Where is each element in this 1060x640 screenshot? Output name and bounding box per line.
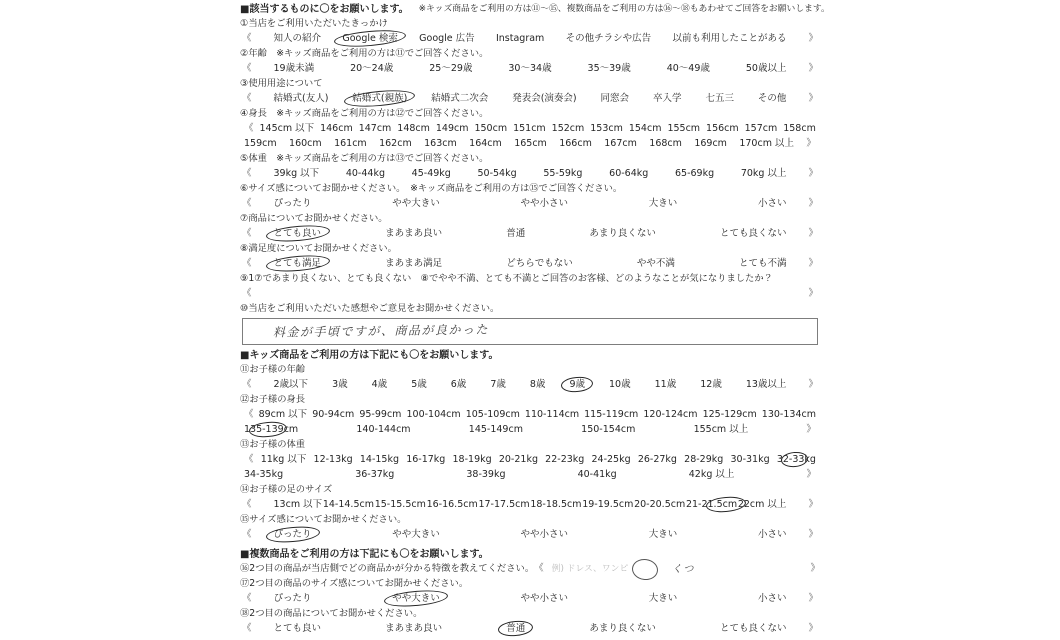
bracket-open: 《 (242, 593, 252, 605)
option: 大きい (648, 198, 678, 210)
option: まあまあ満足 (385, 258, 443, 270)
option: ぴったり (274, 530, 312, 540)
option-row (240, 122, 820, 152)
option-group (252, 594, 809, 604)
option-row (240, 498, 820, 513)
option: 32-33kg (777, 455, 816, 465)
option: 結婚式二次会 (431, 93, 489, 105)
option: Google 広告 (419, 33, 475, 45)
option-row (240, 197, 820, 212)
bracket-close: 》 (806, 424, 816, 436)
bracket-open: 《 (244, 123, 254, 135)
option: 50歳以上 (745, 63, 787, 75)
question-label: ⑥サイズ感についてお聞かせください。 ※キッズ商品をご利用の方は⑮でご回答ください。 (240, 183, 623, 195)
option: 149cm (435, 123, 469, 135)
option: 30～34歳 (508, 63, 552, 75)
question-label: ⑧満足度についてお聞かせください。 (240, 243, 397, 255)
question-label: ⑬お子様の体重 (240, 439, 306, 451)
option: 13歳以上 (745, 379, 787, 391)
question-label: ⑦商品についてお聞かせください。 (240, 213, 388, 225)
option: 89cm 以下 (258, 409, 308, 421)
option: 161cm (334, 138, 367, 150)
bracket-close: 》 (808, 93, 818, 105)
option-group (252, 169, 809, 179)
option: 115-119cm (584, 409, 639, 421)
option: 40～49歳 (666, 63, 710, 75)
question-label: ⑫お子様の身長 (240, 394, 306, 406)
option: 7歳 (490, 379, 506, 391)
option: 普通 (506, 624, 525, 634)
option: 発表会(演奏会) (512, 93, 577, 105)
question-label: ⑭お子様の足のサイズ (240, 484, 333, 496)
option: 2歳以下 (273, 379, 309, 391)
bracket-close: 》 (808, 33, 818, 45)
bracket-close: 》 (808, 228, 818, 240)
option: 70kg 以上 (740, 168, 787, 180)
bracket-open: 《 (244, 409, 254, 421)
option-group (252, 94, 809, 104)
option: やや大きい (392, 594, 440, 604)
option: 8歳 (529, 379, 546, 391)
option: 12歳 (700, 379, 722, 391)
answer-blank-line (240, 287, 820, 302)
option: 152cm (551, 123, 585, 135)
option: 168cm (649, 138, 682, 150)
option: その他チラシや広告 (565, 33, 652, 45)
option: あまり良くない (589, 623, 656, 635)
handdrawn-circle-mark (561, 376, 594, 394)
option: 35～39歳 (587, 63, 631, 75)
option: 170cm 以上 (739, 138, 794, 150)
section-heading: ■キッズ商品をご利用の方は下記にも〇をお願いします。 (240, 350, 499, 361)
option: 159cm (244, 138, 277, 150)
option: 15-15.5cm (374, 499, 426, 511)
option: 154cm (628, 123, 662, 135)
option: 13cm 以下 (273, 499, 323, 511)
option: 19歳未満 (273, 63, 315, 75)
option: 18-18.5cm (530, 499, 582, 511)
option: 5歳 (411, 379, 427, 391)
bracket-open: 《 (242, 499, 252, 511)
option: 12-13kg (313, 454, 353, 466)
bracket-open: 《 (242, 33, 252, 45)
option: 9歳 (569, 380, 585, 390)
bracket-close: 》 (808, 529, 818, 541)
option: とても満足 (274, 259, 322, 269)
option: やや小さい (520, 198, 568, 210)
bracket-open: 《 (242, 258, 252, 270)
option: 100-104cm (406, 409, 461, 421)
bracket-close: 》 (808, 379, 818, 391)
option: 小さい (757, 198, 787, 210)
option: 20-20.5cm (634, 499, 686, 511)
bracket-open: 《 (534, 563, 544, 575)
option: 30-31kg (730, 454, 770, 466)
option: 110-114cm (524, 409, 580, 421)
option-group (252, 530, 809, 540)
bracket-close: 》 (810, 563, 820, 575)
option: ぴったり (273, 198, 312, 210)
question-label: ⑯2つ目の商品が当店側でどの商品かが分かる特徴を教えてください。 (240, 563, 535, 575)
option: 6歳 (450, 379, 467, 391)
option-row (240, 378, 820, 393)
option: やや小さい (520, 593, 568, 605)
handdrawn-circle-mark (498, 620, 534, 638)
question-label: ⑰2つ目の商品のサイズ感についてお聞かせください。 (240, 578, 469, 590)
question-label: ⑨1⑦であまり良くない、とても良くない ⑧でやや不満、とても不満とご回答のお客様、どのようなことが気になりましたか？ (240, 273, 773, 285)
option: やや不満 (636, 258, 675, 270)
option: とても不満 (738, 258, 787, 270)
option: 14-14.5cm (322, 499, 374, 511)
option: 157cm (744, 123, 778, 135)
bracket-open: 《 (242, 379, 252, 391)
option: 16-16.5cm (426, 499, 478, 511)
bracket-close: 》 (808, 198, 818, 210)
option-row (240, 453, 820, 483)
option: 卒入学 (653, 93, 682, 105)
option: 20～24歳 (350, 63, 394, 75)
question-label: ④身長 ※キッズ商品をご利用の方は⑫でご回答ください。 (240, 108, 489, 120)
survey-document (240, 2, 830, 637)
faint-example-text: 例) ドレス、ワンピ (551, 563, 629, 574)
option: 22cm 以上 (737, 499, 787, 511)
option: 125-129cm (702, 409, 757, 421)
question-label: ⑪お子様の年齢 (240, 364, 306, 376)
option: 147cm (358, 123, 392, 135)
option: 小さい (757, 593, 787, 605)
option: 17-17.5cm (478, 499, 530, 511)
option: 39kg 以下 (273, 168, 320, 180)
question-label: ③使用用途について (240, 78, 323, 90)
option: 同窓会 (600, 93, 630, 105)
bracket-open: 《 (242, 63, 252, 75)
option: 3歳 (332, 379, 348, 391)
option: やや大きい (392, 198, 440, 210)
option-group (252, 34, 809, 44)
option-group (252, 259, 809, 269)
option: 65-69kg (674, 168, 715, 180)
option: とても良くない (719, 228, 787, 240)
option: 26-27kg (637, 454, 677, 466)
option: 145cm 以下 (259, 123, 315, 135)
option: あまり良くない (589, 228, 656, 240)
option: 130-134cm (761, 409, 816, 421)
form-title: ■該当するものに〇をお願いします。 (240, 4, 409, 15)
option: 大きい (648, 529, 678, 541)
option: 167cm (604, 138, 637, 150)
option: 150-154cm (581, 424, 636, 436)
option: 普通 (506, 228, 526, 240)
option: 11歳 (654, 379, 677, 391)
option-group (252, 500, 809, 510)
option: 20-21kg (498, 454, 538, 466)
option: 105-109cm (465, 409, 520, 421)
option: 34-35kg (244, 469, 284, 481)
handwritten-comment: 料金が手頃ですが、商品が良かった (272, 322, 490, 340)
bracket-close: 》 (808, 63, 818, 75)
question-label: ⑤体重 ※キッズ商品をご利用の方は⑬でご回答ください。 (240, 153, 489, 165)
bracket-open: 《 (242, 198, 252, 210)
option: 結婚式(友人) (273, 93, 329, 105)
option: 140-144cm (356, 424, 411, 436)
bracket-close: 》 (808, 288, 818, 300)
option: 156cm (706, 123, 739, 135)
bracket-open: 《 (244, 454, 254, 466)
option: まあまあ良い (385, 228, 443, 240)
option: 135-139cm (244, 425, 298, 435)
option: やや大きい (392, 529, 440, 541)
option: 162cm (379, 138, 412, 150)
bracket-open: 《 (242, 288, 252, 300)
option-row (240, 92, 820, 107)
bracket-close: 》 (808, 593, 818, 605)
option: まあまあ良い (385, 623, 443, 635)
question-label: ①当店をご利用いただいたきっかけ (240, 18, 388, 30)
option: 22-23kg (545, 454, 585, 466)
option: 158cm (783, 123, 816, 135)
bracket-close: 》 (806, 138, 816, 150)
question-label: ⑩当店をご利用いただいた感想やご意見をお聞かせください。 (240, 303, 500, 315)
option: 36-37kg (355, 469, 395, 481)
option: Instagram (495, 33, 545, 45)
bracket-open: 《 (242, 168, 252, 180)
option: 以前も利用したことがある (672, 33, 787, 45)
option: 16-17kg (406, 454, 446, 466)
option: 4歳 (371, 379, 388, 391)
option: 146cm (320, 123, 353, 135)
option-row (240, 32, 820, 47)
option: 120-124cm (643, 409, 698, 421)
question-inline-row (240, 562, 820, 577)
option-row (240, 257, 820, 272)
option: 28-29kg (684, 454, 724, 466)
option-group (252, 229, 809, 239)
option-row (240, 62, 820, 77)
option: やや小さい (520, 529, 568, 541)
form-title-line (240, 2, 830, 17)
option: 60-64kg (609, 168, 649, 180)
option-row (240, 167, 820, 182)
option: 結婚式(親族) (352, 94, 407, 104)
option-group (252, 64, 809, 74)
option: とても良くない (719, 623, 787, 635)
option: 150cm (474, 123, 508, 135)
option: 169cm (694, 138, 727, 150)
option: 21-21.5cm (686, 500, 737, 510)
option: 145-149cm (468, 424, 523, 436)
handwritten-answer: くつ (672, 563, 696, 576)
option: 42kg 以上 (688, 469, 735, 481)
option: Google 検索 (342, 34, 398, 44)
option: 38-39kg (466, 469, 506, 481)
section-heading: ■複数商品をご利用の方は下記にも〇をお願いします。 (240, 549, 489, 560)
option: とても良い (274, 229, 322, 239)
option-group (252, 380, 809, 390)
bracket-close: 》 (808, 168, 818, 180)
bracket-open: 《 (242, 228, 252, 240)
option: 19-19.5cm (582, 499, 634, 511)
option-row (240, 528, 820, 543)
option-group (252, 199, 809, 209)
handdrawn-circle-mark (265, 525, 320, 545)
option: 151cm (513, 123, 546, 135)
option: 18-19kg (452, 454, 492, 466)
option: 95-99cm (359, 409, 402, 421)
option: どちらでもない (506, 258, 573, 270)
handdrawn-circle-mark (780, 451, 809, 469)
form-title-note: ※キッズ商品をご利用の方は⑪～⑮、複数商品をご利用の方は⑯～⑱もあわせてご回答をお願いします。 (418, 3, 830, 14)
option: とても良い (273, 623, 322, 635)
bracket-close: 》 (808, 499, 818, 511)
bracket-open: 《 (242, 93, 252, 105)
option: 155cm 以上 (693, 424, 749, 436)
option: その他 (757, 93, 787, 105)
bracket-close: 》 (806, 469, 816, 481)
option: 40-41kg (577, 469, 617, 481)
option: 155cm (667, 123, 701, 135)
option: 14-15kg (359, 454, 399, 466)
option: 55-59kg (543, 168, 583, 180)
option-row (240, 622, 820, 637)
handdrawn-circle-mark (249, 421, 288, 440)
option: 153cm (590, 123, 623, 135)
bracket-close: 》 (808, 258, 818, 270)
option-row (240, 227, 820, 242)
question-label: ⑱2つ目の商品についてお聞かせください。 (240, 608, 423, 620)
form-body (240, 17, 820, 637)
option: 148cm (397, 123, 430, 135)
option: 165cm (514, 138, 547, 150)
option: 七五三 (705, 93, 734, 105)
option: 90-94cm (312, 409, 355, 421)
option: 50-54kg (477, 168, 517, 180)
option: 知人の紹介 (273, 33, 322, 45)
option: 25～29歳 (429, 63, 473, 75)
option: 45-49kg (411, 168, 451, 180)
option: 164cm (469, 138, 502, 150)
option: 40-44kg (345, 168, 385, 180)
bracket-close: 》 (808, 623, 818, 635)
bracket-open: 《 (242, 529, 252, 541)
comment-box (242, 318, 818, 345)
option: 166cm (559, 138, 592, 150)
option: 10歳 (609, 379, 631, 391)
option: ぴったり (273, 593, 312, 605)
option: 11kg 以下 (260, 454, 307, 466)
question-label: ②年齢 ※キッズ商品をご利用の方は⑪でご回答ください。 (240, 48, 489, 60)
option: 大きい (648, 593, 678, 605)
option-group (252, 624, 809, 634)
option-row (240, 592, 820, 607)
option: 160cm (289, 138, 322, 150)
option: 163cm (424, 138, 457, 150)
bracket-open: 《 (242, 623, 252, 635)
option: 24-25kg (591, 454, 631, 466)
option: 小さい (757, 529, 787, 541)
option-row (240, 408, 820, 438)
question-label: ⑮サイズ感についてお聞かせください。 (240, 514, 407, 526)
